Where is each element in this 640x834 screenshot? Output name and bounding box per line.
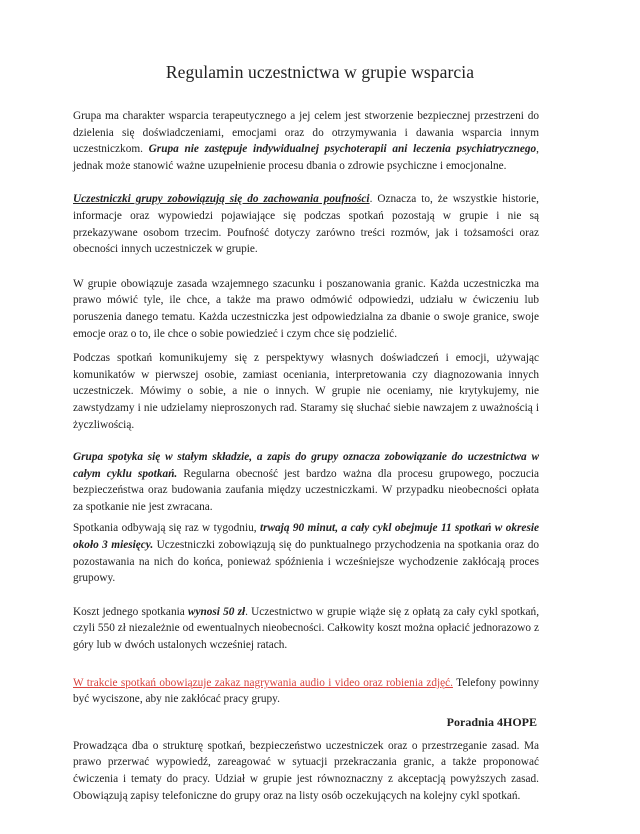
paragraph-fixed-group	[73, 449, 539, 515]
paragraph-facilitator: Prowadząca dba o strukturę spotkań, bezpieczeństwo uczestniczek oraz o przestrzeganie zasad. Ma prawo przerwać wypowiedź, zareagować w sytuacji przekraczania granic, a także proponować ćwiczenia i tematy do pracy. Udział w grupie jest równoznaczny z akceptacją powyższych zasad. Obowiązują zapisy telefoniczne do grupy oraz na listy osób oczekujących na kolejny cykl spotkań.	[73, 739, 539, 802]
confidentiality-text: . Oznacza to, że wszystkie historie, informacje oraz wypowiedzi pojawiające się podczas spotkań pozostają w grupie i nie są przekazywane osobom trzecim. Poufność dotyczy zarówno treści rozmów, jak i tożsamości oraz obecności innych uczestniczek w grupie.	[73, 193, 539, 256]
fixed-group-emphasis: Grupa spotyka się w stałym składzie, a zapis do grupy oznacza zobowiązanie do uczestnictwa w całym cyklu spotkań.	[73, 451, 539, 480]
paragraph-communication: Podczas spotkań komunikujemy się z perspektywy własnych doświadczeń i emocji, używając komunikatów w pierwszej osobie, zamiast oceniania, interpretowania czy diagnozowania innych uczestniczek. Mówimy o sobie, a nie o innych. W grupie nie oceniamy, nie krytykujemy, nie zawstydzamy i nie udzielamy nieproszonych rad. Staramy się słuchać siebie nawzajem z uważnością i życzliwością.	[73, 352, 539, 431]
paragraph-respect: W grupie obowiązuje zasada wzajemnego szacunku i poszanowania granic. Każda uczestniczka ma prawo mówić tyle, ile chce, a także ma prawo odmówić odpowiedzi, udziału w ćwiczeniu lub poruszenia danego tematu. Każda uczestniczka jest odpowiedzialna za dbanie o swoje granice, swoje emocje oraz o to, ile chce o sobie powiedzieć i czym chce się podzielić.	[73, 277, 539, 340]
document-title: Regulamin uczestnictwa w grupie wsparcia	[165, 62, 475, 82]
paragraph-schedule	[73, 520, 539, 586]
recording-ban-highlight: W trakcie spotkań obowiązuje zakaz nagrywania audio i video oraz robienia zdjęć.	[73, 676, 453, 689]
schedule-text: Spotkania odbywają się raz w tygodniu,	[73, 522, 260, 535]
cost-emphasis: wynosi 50 zł	[187, 605, 246, 618]
signature: Poradnia 4HOPE	[446, 715, 537, 729]
group-purpose-continuation: , jednak może stanowić ważne uzupełnienie procesu dbania o zdrowie psychiczne i emocjonalne.	[73, 143, 539, 172]
cost-continuation: . Uczestnictwo w grupie wiąże się z opłatą za cały cykl spotkań, czyli 550 zł niezależnie od ewentualnych nieobecności. Całkowity koszt można opłacić jednorazowo z góry lub w dwóch ustalonych wcześniej ratach.	[73, 605, 540, 652]
schedule-emphasis: trwają 90 minut, a cały cykl obejmuje 11 spotkań w okresie około 3 miesięcy.	[73, 522, 539, 552]
fixed-group-text: Regularna obecność jest bardzo ważna dla procesu grupowego, poczucia bezpieczeństwa oraz budowania zaufania między uczestniczkami. W przypadku nieobecności opłata za spotkanie nie jest zwracana.	[73, 467, 539, 513]
paragraph-recording-ban	[73, 675, 539, 708]
paragraph-confidentiality	[73, 191, 539, 257]
group-not-therapy-emphasis: Grupa nie zastępuje indywidualnej psychoterapii ani leczenia psychiatrycznego	[148, 143, 537, 156]
schedule-continuation: Uczestniczki zobowiązują się do punktualnego przychodzenia na spotkania oraz do pozostawania na nich do końca, ponieważ spóźnienia i wcześniejsze wychodzenie zakłócają proces grupowy.	[73, 539, 539, 585]
cost-text: Koszt jednego spotkania	[73, 605, 188, 618]
paragraph-group-purpose	[73, 108, 539, 174]
document-body	[73, 108, 539, 804]
confidentiality-emphasis: Uczestniczki grupy zobowiązują się do zachowania poufności	[73, 193, 370, 206]
recording-ban-text: Telefony powinny być wyciszone, aby nie zakłócać pracy grupy.	[73, 676, 539, 706]
group-purpose-text: Grupa ma charakter wsparcia terapeutycznego a jej celem jest stworzenie bezpiecznej przestrzeni do dzielenia się doświadczeniami, emocjami oraz do otrzymywania i dawania wsparcia innym uczestniczkom.	[73, 110, 539, 156]
paragraph-cost	[73, 604, 539, 654]
